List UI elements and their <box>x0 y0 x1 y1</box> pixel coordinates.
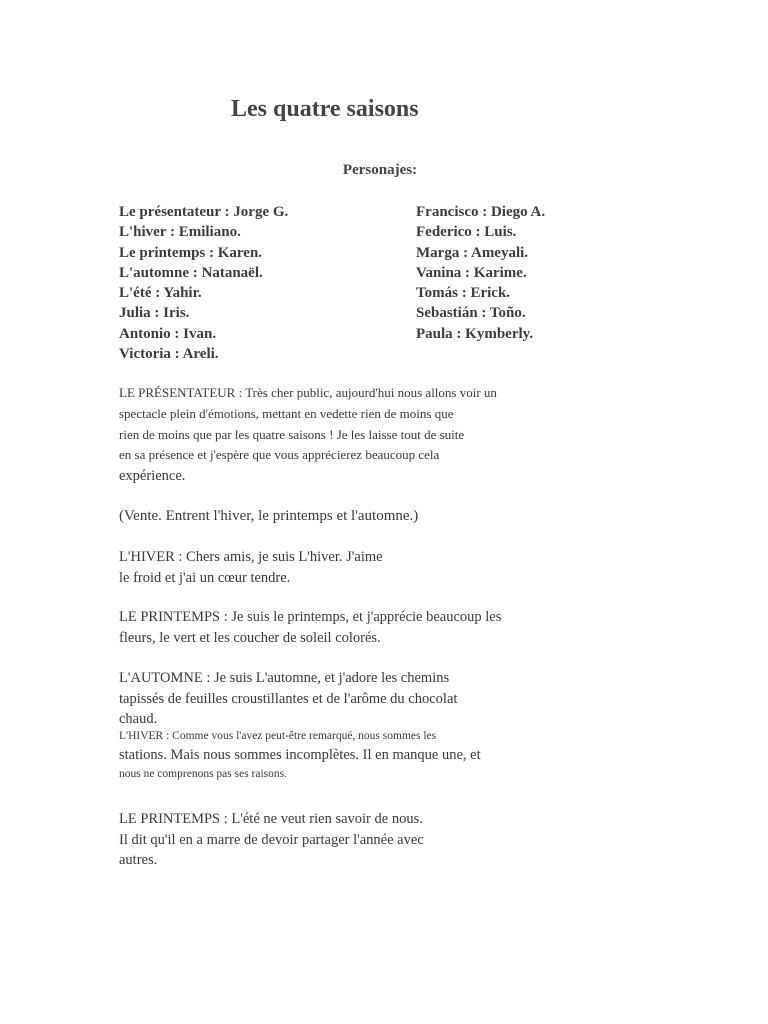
dialogue-line: chaud. <box>119 711 158 727</box>
cast-entry: Francisco : Diego A. <box>416 204 546 220</box>
dialogue-line: Il dit qu'il en a marre de devoir partager l'année avec <box>119 831 424 848</box>
dialogue-line: nous ne comprenons pas ses raisons. <box>119 768 288 780</box>
cast-entry: Sebastián : Toño. <box>416 305 526 322</box>
dialogue-line: fleurs, le vert et les coucher de soleil colorés. <box>119 629 381 646</box>
automne-dialogue <box>119 668 457 730</box>
cast-entry: L'hiver : Emiliano. <box>119 224 241 241</box>
dialogue-line: autres. <box>119 852 158 868</box>
stage-direction: (Vente. Entrent l'hiver, le printemps et l'automne.) <box>119 508 419 524</box>
dialogue-line: le froid et j'ai un cœur tendre. <box>119 569 291 586</box>
dialogue-line: LE PRINTEMPS : L'été ne veut rien savoir de nous. <box>119 811 423 827</box>
hiver-dialogue <box>119 547 383 588</box>
cast-entry: Antonio : Ivan. <box>119 325 217 342</box>
cast-entry: L'automne : Natanaël. <box>119 264 263 281</box>
cast-entry: L'été : Yahir. <box>119 285 202 302</box>
printemps-dialogue <box>119 607 501 648</box>
dialogue-line: rien de moins que par les quatre saisons ! Je les laisse tout de suite <box>119 426 465 442</box>
cast-list-left <box>119 202 288 364</box>
cast-entry: Le présentateur : Jorge G. <box>119 204 289 220</box>
cast-heading: Personajes: <box>342 162 418 178</box>
cast-entry: Federico : Luis. <box>416 224 517 241</box>
dialogue-line: stations. Mais nous sommes incomplètes. Il en manque une, et <box>119 747 481 763</box>
dialogue-line: LE PRÉSENTATEUR : Très cher public, aujourd'hui nous allons voir un <box>119 385 497 400</box>
cast-list-right <box>416 202 545 344</box>
page-title: Les quatre saisons <box>231 96 419 122</box>
cast-entry: Victoria : Areli. <box>119 346 219 363</box>
cast-entry: Tomás : Erick. <box>416 285 511 302</box>
dialogue-line: expérience. <box>119 468 186 485</box>
dialogue-line: tapissés de feuilles croustillantes et de l'arôme du chocolat <box>119 690 458 707</box>
cast-entry: Marga : Ameyali. <box>416 244 529 261</box>
cast-entry: Vanina : Karime. <box>416 264 527 281</box>
dialogue-line: L'HIVER : Comme vous l'avez peut-être remarqué, nous sommes les <box>119 730 437 742</box>
dialogue-line: spectacle plein d'émotions, mettant en vedette rien de moins que <box>119 405 454 421</box>
dialogue-line: L'HIVER : Chers amis, je suis L'hiver. J'aime <box>119 549 383 565</box>
presenter-dialogue <box>119 383 497 487</box>
cast-entry: Le printemps : Karen. <box>119 244 263 261</box>
dialogue-line: en sa présence et j'espère que vous apprécierez beaucoup cela <box>119 447 440 463</box>
printemps-dialogue-2 <box>119 809 424 871</box>
cast-entry: Julia : Iris. <box>119 305 190 322</box>
hiver-dialogue-2 <box>119 728 481 782</box>
cast-entry: Paula : Kymberly. <box>416 325 534 342</box>
dialogue-line: L'AUTOMNE : Je suis L'automne, et j'adore les chemins <box>119 670 450 686</box>
dialogue-line: LE PRINTEMPS : Je suis le printemps, et j'apprécie beaucoup les <box>119 609 502 625</box>
